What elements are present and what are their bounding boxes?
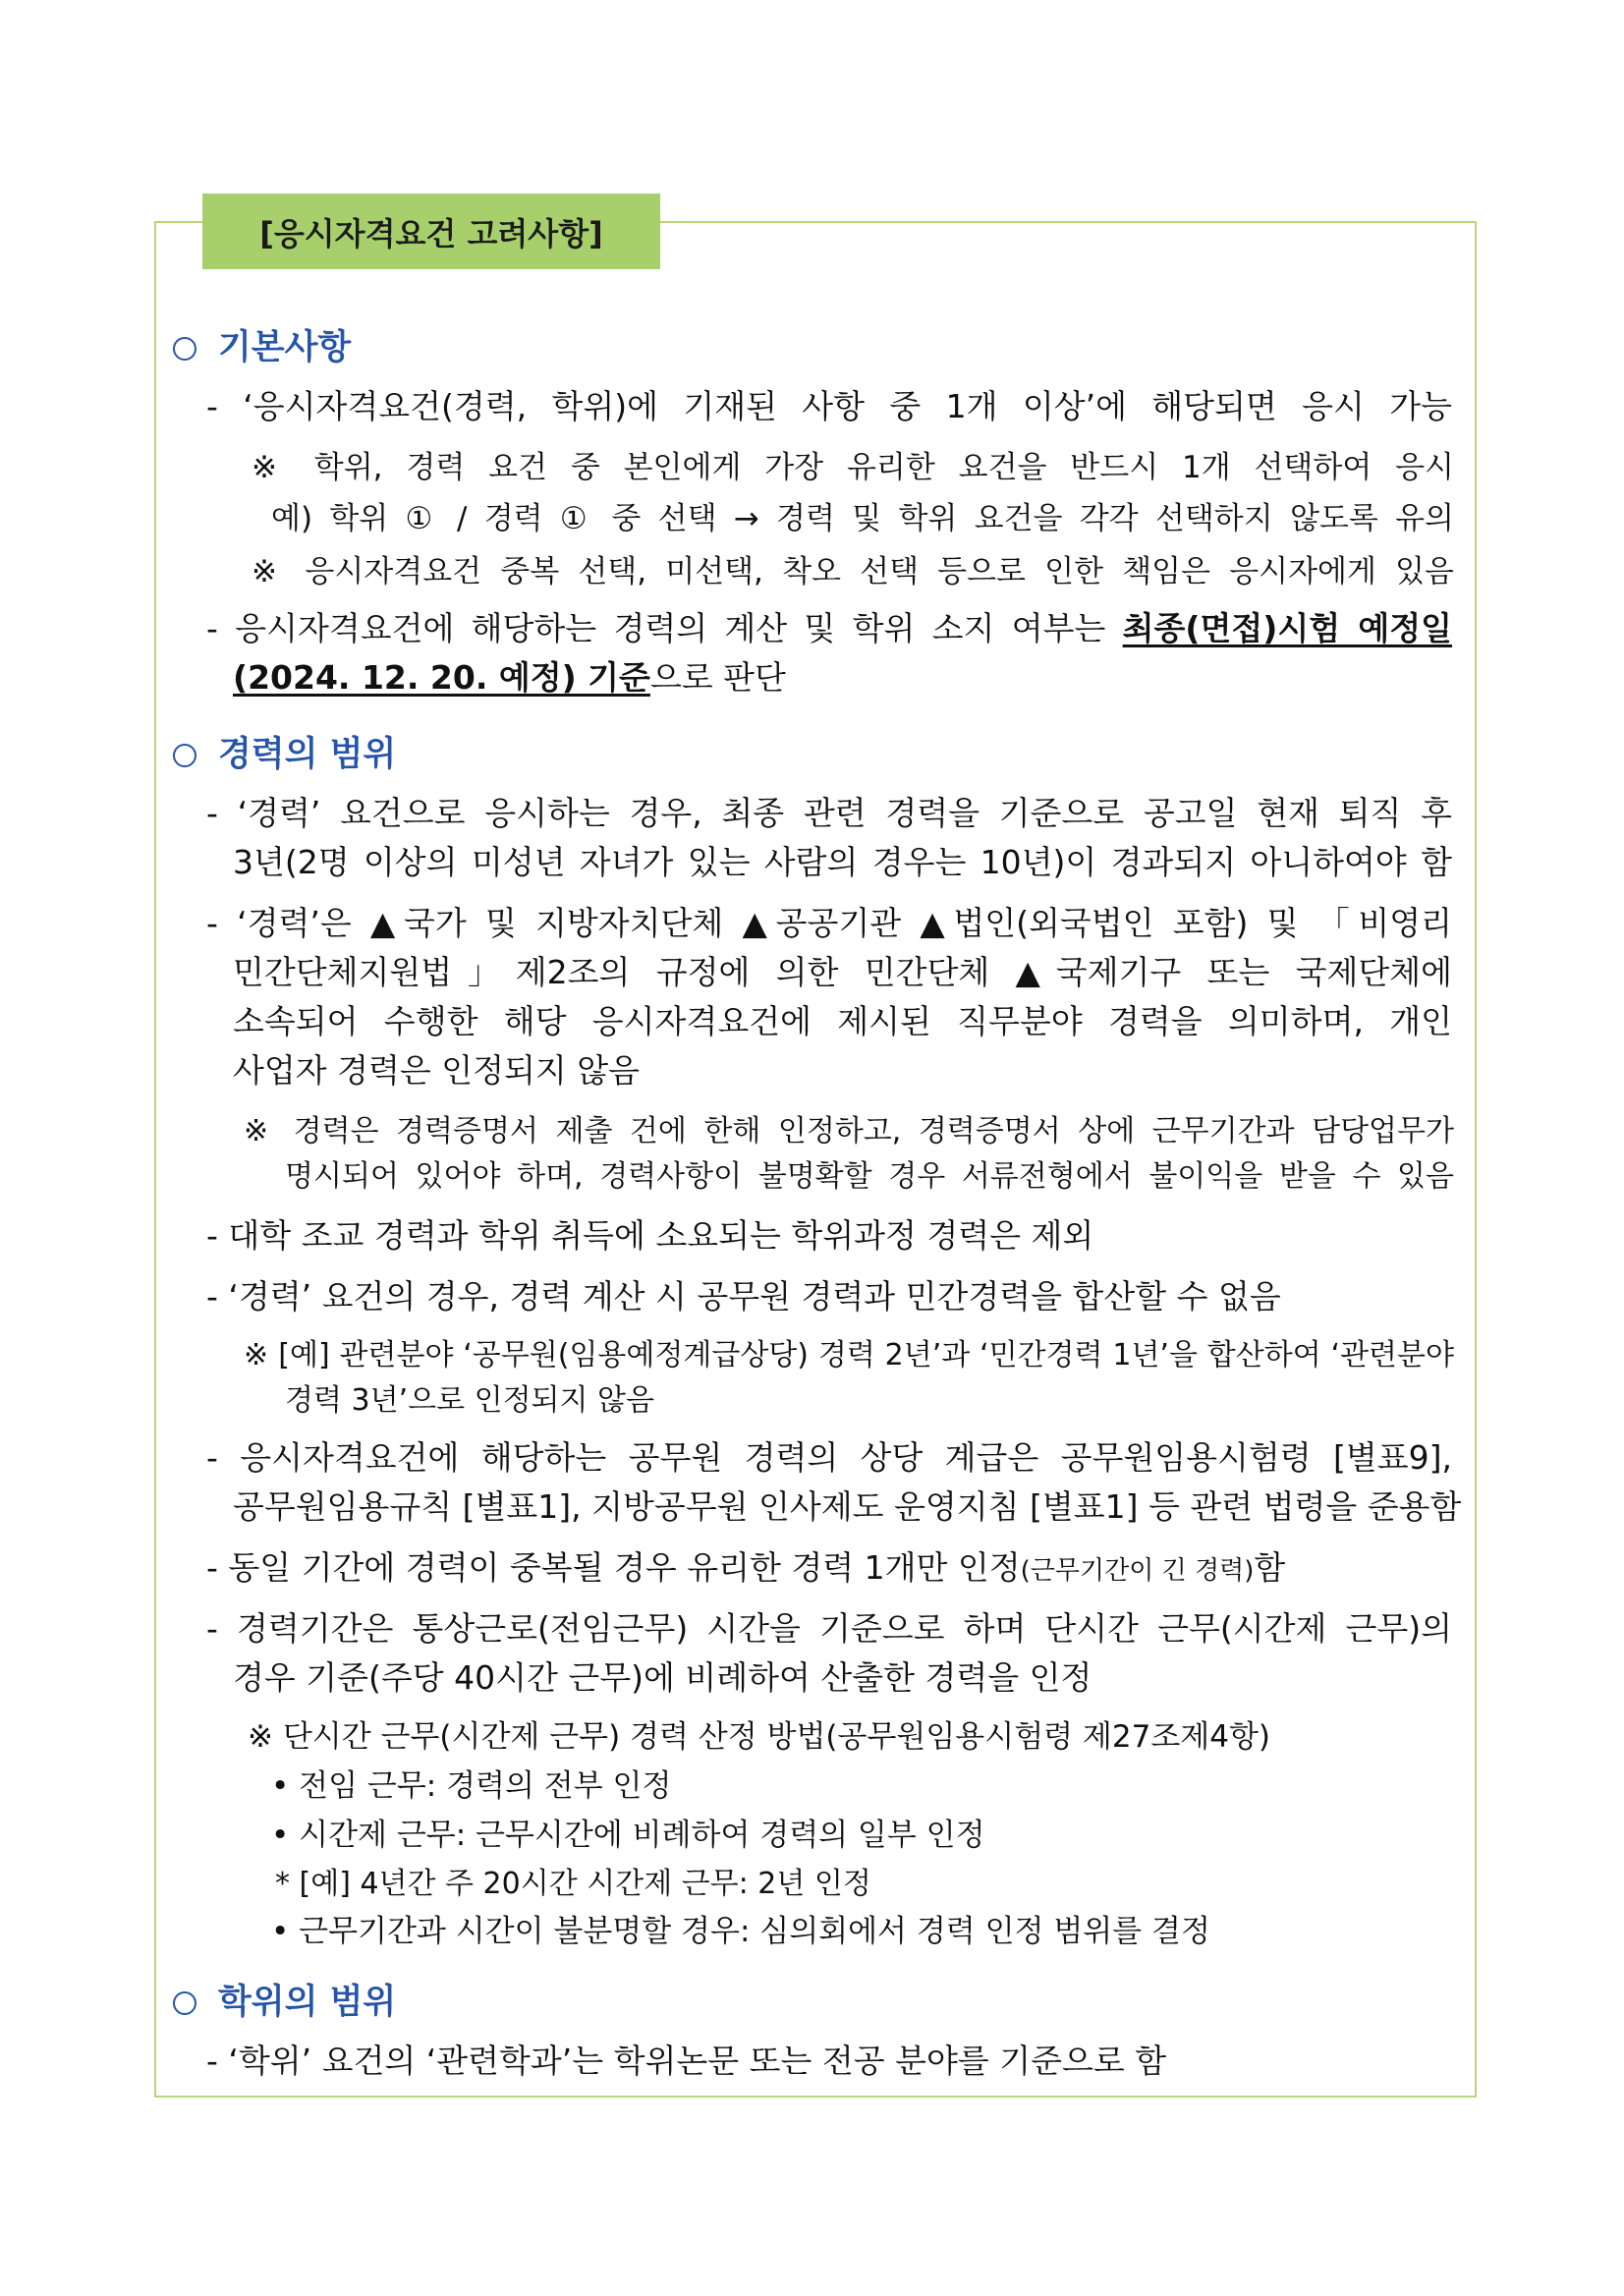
career-item-a2: 3년(2명 이상의 미성년 자녀가 있는 사람의 경우는 10년)이 경과되지 아니하여야 함 [233, 843, 1452, 881]
section-heading-degree: 학위의 범위 [173, 1975, 396, 2024]
basics-note-1b: 예) 학위 ① / 경력 ① 중 선택 → 경력 및 학위 요건을 각각 선택하지 않도록 유의 [271, 501, 1454, 536]
career-item-b2: 민간단체지원법」제2조의 규정에 의한 민간단체 ▲국제기구 또는 국제단체에 [233, 953, 1452, 991]
career-note-b1: ※ 경력은 경력증명서 제출 건에 한해 인정하고, 경력증명서 상에 근무기간과 담당업무가 [244, 1114, 1454, 1148]
circle-bullet-icon [173, 1991, 196, 2015]
section-heading-career: 경력의 범위 [173, 727, 396, 776]
career-note-b2: 명시되어 있어야 하며, 경력사항이 불명확할 경우 서류전형에서 불이익을 받을 수 있음 [285, 1159, 1454, 1194]
career-note-d2: 경력 3년’으로 인정되지 않음 [285, 1383, 655, 1418]
basics-item-2: - 응시자격요건에 해당하는 경력의 계산 및 학위 소지 여부는 최종(면접)시험 예정일 [206, 609, 1453, 647]
career-item-b4: 사업자 경력은 인정되지 않음 [233, 1051, 641, 1090]
basics-note-2: ※ 응시자격요건 중복 선택, 미선택, 착오 선택 등으로 인한 책임은 응시자에게 있음 [252, 554, 1454, 589]
section-heading-basics: 기본사항 [173, 320, 351, 369]
circle-bullet-icon [173, 744, 196, 767]
career-item-f1: - 동일 기간에 경력이 중복될 경우 유리한 경력 1개만 인정(근무기간이 긴 경력)함 [206, 1548, 1286, 1587]
career-bullet-fulltime: • 전임 근무: 경력의 전부 인정 [271, 1768, 672, 1804]
career-item-e2: 공무원임용규칙 [별표1], 지방공무원 인사제도 운영지침 [별표1] 등 관련 법령을 준용함 [233, 1487, 1462, 1526]
box-title: [응시자격요건 고려사항] [202, 194, 660, 269]
career-bullet-example: * [예] 4년간 주 20시간 시간제 근무: 2년 인정 [275, 1867, 871, 1901]
basics-note-1a: ※ 학위, 경력 요건 중 본인에게 가장 유리한 요건을 반드시 1개 선택하여 응시 [252, 450, 1454, 485]
basics-item-2-cont: (2024. 12. 20. 예정) 기준으로 판단 [233, 658, 786, 697]
career-item-c1: - 대학 조교 경력과 학위 취득에 소요되는 학위과정 경력은 제외 [206, 1216, 1094, 1255]
career-item-a1: - ‘경력’ 요건으로 응시하는 경우, 최종 관련 경력을 기준으로 공고일 현재 퇴직 후 [206, 794, 1452, 832]
career-bullet-parttime: • 시간제 근무: 근무시간에 비례하여 경력의 일부 인정 [271, 1818, 985, 1853]
basics-item-1: - ‘응시자격요건(경력, 학위)에 기재된 사항 중 1개 이상’에 해당되면 응시 가능 [206, 387, 1452, 425]
circle-bullet-icon [173, 337, 196, 361]
career-item-e1: - 응시자격요건에 해당하는 공무원 경력의 상당 계급은 공무원임용시험령 [별표9], [206, 1438, 1452, 1477]
career-bullet-unclear: • 근무기간과 시간이 불분명할 경우: 심의회에서 경력 인정 범위를 결정 [271, 1914, 1210, 1949]
career-item-b3: 소속되어 수행한 해당 응시자격요건에 제시된 직무분야 경력을 의미하며, 개인 [233, 1002, 1452, 1040]
career-item-g1: - 경력기간은 통상근로(전임근무) 시간을 기준으로 하며 단시간 근무(시간제 근무)의 [206, 1609, 1452, 1648]
career-note-g1: ※ 단시간 근무(시간제 근무) 경력 산정 방법(공무원임용시험령 제27조제4항) [248, 1719, 1270, 1755]
career-item-b1: - ‘경력’은 ▲국가 및 지방자치단체 ▲공공기관 ▲법인(외국법인 포함) 및 「비영리 [206, 904, 1452, 942]
degree-item-1: - ‘학위’ 요건의 ‘관련학과’는 학위논문 또는 전공 분야를 기준으로 함 [206, 2042, 1167, 2080]
career-item-g2: 경우 기준(주당 40시간 근무)에 비례하여 산출한 경력을 인정 [233, 1658, 1092, 1697]
career-item-d1: - ‘경력’ 요건의 경우, 경력 계산 시 공무원 경력과 민간경력을 합산할 수 없음 [206, 1277, 1281, 1316]
career-note-d1: ※ [예] 관련분야 ‘공무원(임용예정계급상당) 경력 2년’과 ‘민간경력 1년’을 합산하여 ‘관련분야 [244, 1338, 1454, 1372]
